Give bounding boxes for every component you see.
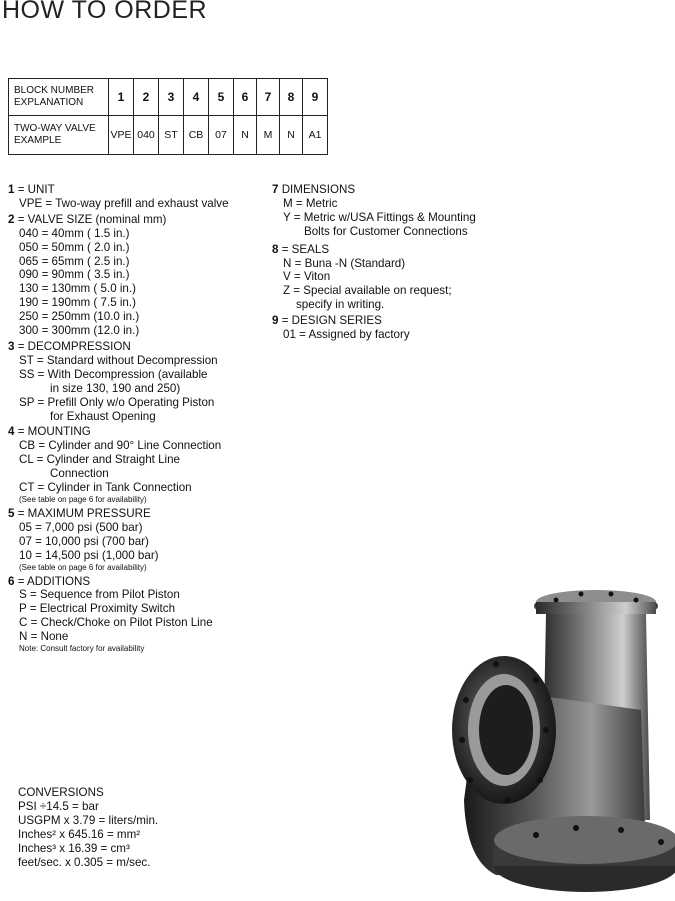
list-item: 050 = 50mm ( 2.0 in.) xyxy=(19,240,130,254)
conversion-line: Inches² x 645.16 = mm² xyxy=(18,828,141,841)
list-item: Z = Special available on request; xyxy=(283,284,452,298)
block-number-label: BLOCK NUMBER EXPLANATION xyxy=(9,79,109,116)
section-decompression xyxy=(8,340,258,423)
example-cell: CB xyxy=(184,116,209,155)
list-item: P = Electrical Proximity Switch xyxy=(19,602,176,616)
section-mounting xyxy=(8,425,258,505)
section-number: 4 xyxy=(8,425,15,439)
block-cell: 8 xyxy=(280,79,303,116)
availability-note: (See table on page 6 for availability) xyxy=(19,494,147,504)
list-item: 040 = 40mm ( 1.5 in.) xyxy=(19,226,130,240)
section-number: 8 xyxy=(272,242,279,256)
block-cell: 2 xyxy=(134,79,159,116)
list-item: SS = With Decompression (available xyxy=(19,367,208,381)
list-item: CB = Cylinder and 90° Line Connection xyxy=(19,439,222,453)
list-item: 01 = Assigned by factory xyxy=(283,328,410,342)
section-number: 3 xyxy=(8,339,15,353)
example-cell: N xyxy=(234,116,257,155)
list-item: SP = Prefill Only w/o Operating Piston xyxy=(19,395,215,409)
section-dimensions xyxy=(272,183,502,239)
list-item: 10 = 14,500 psi (1,000 bar) xyxy=(19,548,159,562)
list-item: Bolts for Customer Connections xyxy=(304,224,468,238)
list-item: N = Buna -N (Standard) xyxy=(283,256,406,270)
block-number-row xyxy=(9,79,328,116)
conversions-title: CONVERSIONS xyxy=(18,786,104,799)
block-cell: 3 xyxy=(159,79,184,116)
section-title: = UNIT xyxy=(17,183,55,196)
section-title: = ADDITIONS xyxy=(17,574,91,588)
list-item: CT = Cylinder in Tank Connection xyxy=(19,481,192,495)
list-item: ST = Standard without Decompression xyxy=(19,353,218,367)
section-design-series xyxy=(272,314,502,342)
list-item: M = Metric xyxy=(283,196,338,210)
list-item: 130 = 130mm ( 5.0 in.) xyxy=(19,282,136,296)
example-cell: M xyxy=(257,116,280,155)
block-cell: 1 xyxy=(109,79,134,116)
list-item: C = Check/Choke on Pilot Piston Line xyxy=(19,616,213,630)
block-cell: 5 xyxy=(209,79,234,116)
example-cell: 07 xyxy=(209,116,234,155)
section-title: = DESIGN SERIES xyxy=(281,314,382,328)
section-title: = SEALS xyxy=(281,242,330,256)
list-item: V = Viton xyxy=(283,270,331,284)
list-item: N = None xyxy=(19,630,69,644)
list-item: Y = Metric w/USA Fittings & Mounting xyxy=(283,210,476,224)
section-number: 5 xyxy=(8,506,15,520)
block-cell: 7 xyxy=(257,79,280,116)
order-code-table xyxy=(8,78,328,155)
example-cell: N xyxy=(280,116,303,155)
left-column xyxy=(8,183,258,656)
section-number: 6 xyxy=(8,574,15,588)
page-title: HOW TO ORDER xyxy=(2,0,208,24)
list-item: specify in writing. xyxy=(296,298,385,312)
section-number: 2 xyxy=(8,212,15,226)
section-number: 1 xyxy=(8,183,15,196)
list-item: CL = Cylinder and Straight Line xyxy=(19,453,181,467)
conversion-line: Inches³ x 16.39 = cm³ xyxy=(18,842,130,855)
availability-note: (See table on page 6 for availability) xyxy=(19,562,147,572)
block-cell: 6 xyxy=(234,79,257,116)
valve-product-photo xyxy=(436,580,675,901)
example-cell: A1 xyxy=(303,116,328,155)
valve-example-row xyxy=(9,116,328,155)
conversions-block xyxy=(18,786,158,870)
section-additions xyxy=(8,575,258,655)
list-item: 07 = 10,000 psi (700 bar) xyxy=(19,534,149,548)
list-item: for Exhaust Opening xyxy=(50,409,156,423)
section-valve-size xyxy=(8,213,258,338)
conversion-line: feet/sec. x 0.305 = m/sec. xyxy=(18,856,151,869)
conversion-line: PSI ÷14.5 = bar xyxy=(18,800,99,813)
list-item: 090 = 90mm ( 3.5 in.) xyxy=(19,268,130,282)
list-item: 065 = 65mm ( 2.5 in.) xyxy=(19,254,130,268)
list-item: Connection xyxy=(50,467,109,481)
list-item: 250 = 250mm (10.0 in.) xyxy=(19,310,140,324)
conversion-line: USGPM x 3.79 = liters/min. xyxy=(18,814,159,827)
section-title: DIMENSIONS xyxy=(281,183,356,196)
block-cell: 9 xyxy=(303,79,328,116)
list-item: S = Sequence from Pilot Piston xyxy=(19,588,180,602)
availability-note: Note: Consult factory for availability xyxy=(19,644,145,654)
right-column xyxy=(272,183,502,344)
example-cell: 040 xyxy=(134,116,159,155)
section-title: = DECOMPRESSION xyxy=(17,339,131,353)
list-item: in size 130, 190 and 250) xyxy=(50,381,181,395)
section-title: = MAXIMUM PRESSURE xyxy=(17,506,151,520)
section-maximum-pressure xyxy=(8,507,258,573)
section-seals xyxy=(272,243,502,313)
list-item: 190 = 190mm ( 7.5 in.) xyxy=(19,296,136,310)
section-title: = VALVE SIZE (nominal mm) xyxy=(17,212,167,226)
example-cell: VPE xyxy=(109,116,134,155)
section-number: 7 xyxy=(272,183,279,196)
block-cell: 4 xyxy=(184,79,209,116)
section-title: = MOUNTING xyxy=(17,425,91,439)
section-number: 9 xyxy=(272,314,279,328)
example-cell: ST xyxy=(159,116,184,155)
list-item: 300 = 300mm (12.0 in.) xyxy=(19,324,140,338)
list-item: 05 = 7,000 psi (500 bar) xyxy=(19,520,143,534)
section-unit xyxy=(8,183,258,211)
valve-example-label: TWO-WAY VALVE EXAMPLE xyxy=(9,116,109,155)
list-item: VPE = Two-way prefill and exhaust valve xyxy=(19,196,229,210)
